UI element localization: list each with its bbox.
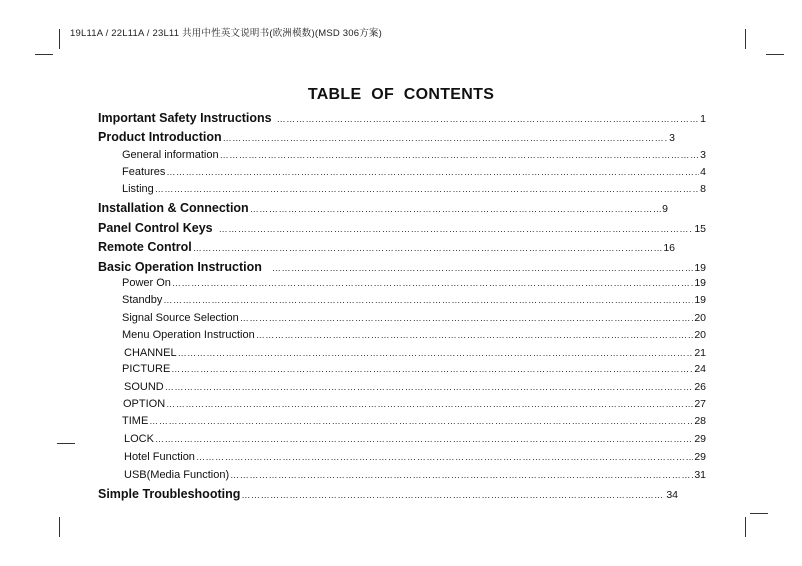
toc-entry-channel[interactable]	[124, 347, 706, 359]
toc-label: Standby	[122, 294, 163, 306]
toc-label: LOCK	[124, 433, 154, 445]
crop-mark-mid-left	[57, 443, 75, 444]
toc-entry-time[interactable]	[122, 415, 706, 427]
dot-leader	[171, 364, 693, 374]
toc-entry-simple-troubleshooting[interactable]	[98, 487, 678, 501]
dot-leader	[166, 399, 693, 409]
toc-page-number: 26	[694, 381, 706, 393]
toc-page-number: 31	[694, 469, 706, 481]
toc-entry-product-introduction[interactable]	[98, 130, 675, 144]
dot-leader	[166, 167, 699, 177]
toc-label: Product Introduction	[98, 130, 222, 144]
dot-leader	[241, 490, 665, 500]
toc-label: PICTURE	[122, 363, 171, 375]
dot-leader	[149, 416, 693, 426]
dot-leader	[193, 243, 663, 253]
toc-page-number: 19	[694, 262, 706, 274]
toc-label: Important Safety Instructions	[98, 111, 272, 125]
toc-page-number: 34	[666, 489, 678, 501]
toc-page-number: 24	[694, 363, 706, 375]
toc-label: Signal Source Selection	[122, 312, 239, 324]
toc-label: SOUND	[124, 381, 164, 393]
dot-leader	[272, 263, 693, 273]
toc-entry-panel-control-keys[interactable]	[98, 221, 706, 235]
toc-label: Hotel Function	[124, 451, 195, 463]
dot-leader	[250, 204, 661, 214]
toc-entry-features[interactable]	[122, 166, 706, 178]
dot-leader	[219, 224, 694, 234]
toc-entry-sound[interactable]	[124, 381, 706, 393]
dot-leader	[178, 348, 694, 358]
toc-label: Simple Troubleshooting	[98, 487, 241, 501]
dot-leader	[220, 150, 700, 160]
toc-entry-power-on[interactable]	[122, 277, 706, 289]
dot-leader	[277, 114, 700, 124]
toc-entry-important-safety[interactable]	[98, 111, 706, 125]
dot-leader	[230, 470, 693, 480]
toc-entry-basic-operation[interactable]	[98, 260, 706, 274]
toc-label: Basic Operation Instruction	[98, 260, 262, 274]
toc-entry-menu-operation[interactable]	[122, 329, 706, 341]
toc-entry-general-information[interactable]	[122, 149, 706, 161]
toc-page-number: 19	[694, 277, 706, 289]
dot-leader	[172, 278, 693, 288]
toc-entry-lock[interactable]	[124, 433, 706, 445]
toc-page-number: 9	[662, 203, 668, 215]
page-title: TABLE OF CONTENTS	[307, 86, 495, 103]
toc-page-number: 3	[669, 132, 675, 144]
toc-page-number: 27	[694, 398, 706, 410]
toc-label: USB(Media Function)	[124, 469, 230, 481]
dot-leader	[240, 313, 694, 323]
crop-mark-top-right-h	[766, 54, 784, 55]
crop-mark-top-left-h	[35, 54, 53, 55]
dot-leader	[256, 330, 694, 340]
toc-label: Menu Operation Instruction	[122, 329, 255, 341]
crop-mark-top-right	[745, 29, 746, 49]
toc-entry-picture[interactable]	[122, 363, 706, 375]
dot-leader	[223, 133, 669, 143]
toc-entry-usb-media[interactable]	[124, 469, 706, 481]
toc-page-number: 16	[663, 242, 675, 254]
toc-page-number: 15	[694, 223, 706, 235]
toc-label: Features	[122, 166, 166, 178]
toc-page-number: 1	[700, 113, 706, 125]
toc-label: Panel Control Keys	[98, 221, 213, 235]
crop-mark-bottom-right	[745, 517, 746, 537]
crop-mark-bottom-left	[59, 517, 60, 537]
crop-mark-bottom-right-h	[750, 513, 768, 514]
toc-page-number: 21	[694, 347, 706, 359]
dot-leader	[155, 434, 693, 444]
toc-page-number: 19	[694, 294, 706, 306]
toc-page-number: 20	[694, 329, 706, 341]
dot-leader	[163, 295, 693, 305]
toc-entry-remote-control[interactable]	[98, 240, 675, 254]
toc-page-number: 3	[700, 149, 706, 161]
toc-label: Remote Control	[98, 240, 192, 254]
dot-leader	[155, 184, 699, 194]
toc-page-number: 8	[700, 183, 706, 195]
toc-label: OPTION	[123, 398, 166, 410]
toc-label: Listing	[122, 183, 154, 195]
toc-label: General information	[122, 149, 219, 161]
dot-leader	[165, 382, 694, 392]
toc-page-number: 29	[694, 433, 706, 445]
toc-entry-listing[interactable]	[122, 183, 706, 195]
toc-page-number: 29	[694, 451, 706, 463]
toc-page-number: 4	[700, 166, 706, 178]
toc-label: CHANNEL	[124, 347, 177, 359]
toc-entry-installation-connection[interactable]	[98, 201, 668, 215]
crop-mark-top-left	[59, 29, 60, 49]
toc-label: TIME	[122, 415, 149, 427]
dot-leader	[196, 452, 693, 462]
document-header: 19L11A / 22L11A / 23L11 共用中性英文说明书(欧洲模数)(MSD 306方案)	[70, 28, 382, 39]
toc-entry-signal-source[interactable]	[122, 312, 706, 324]
toc-entry-hotel-function[interactable]	[124, 451, 706, 463]
toc-page-number: 20	[694, 312, 706, 324]
toc-entry-option[interactable]	[123, 398, 706, 410]
toc-entry-standby[interactable]	[122, 294, 706, 306]
toc-page-number: 28	[694, 415, 706, 427]
toc-label: Power On	[122, 277, 171, 289]
toc-label: Installation & Connection	[98, 201, 249, 215]
